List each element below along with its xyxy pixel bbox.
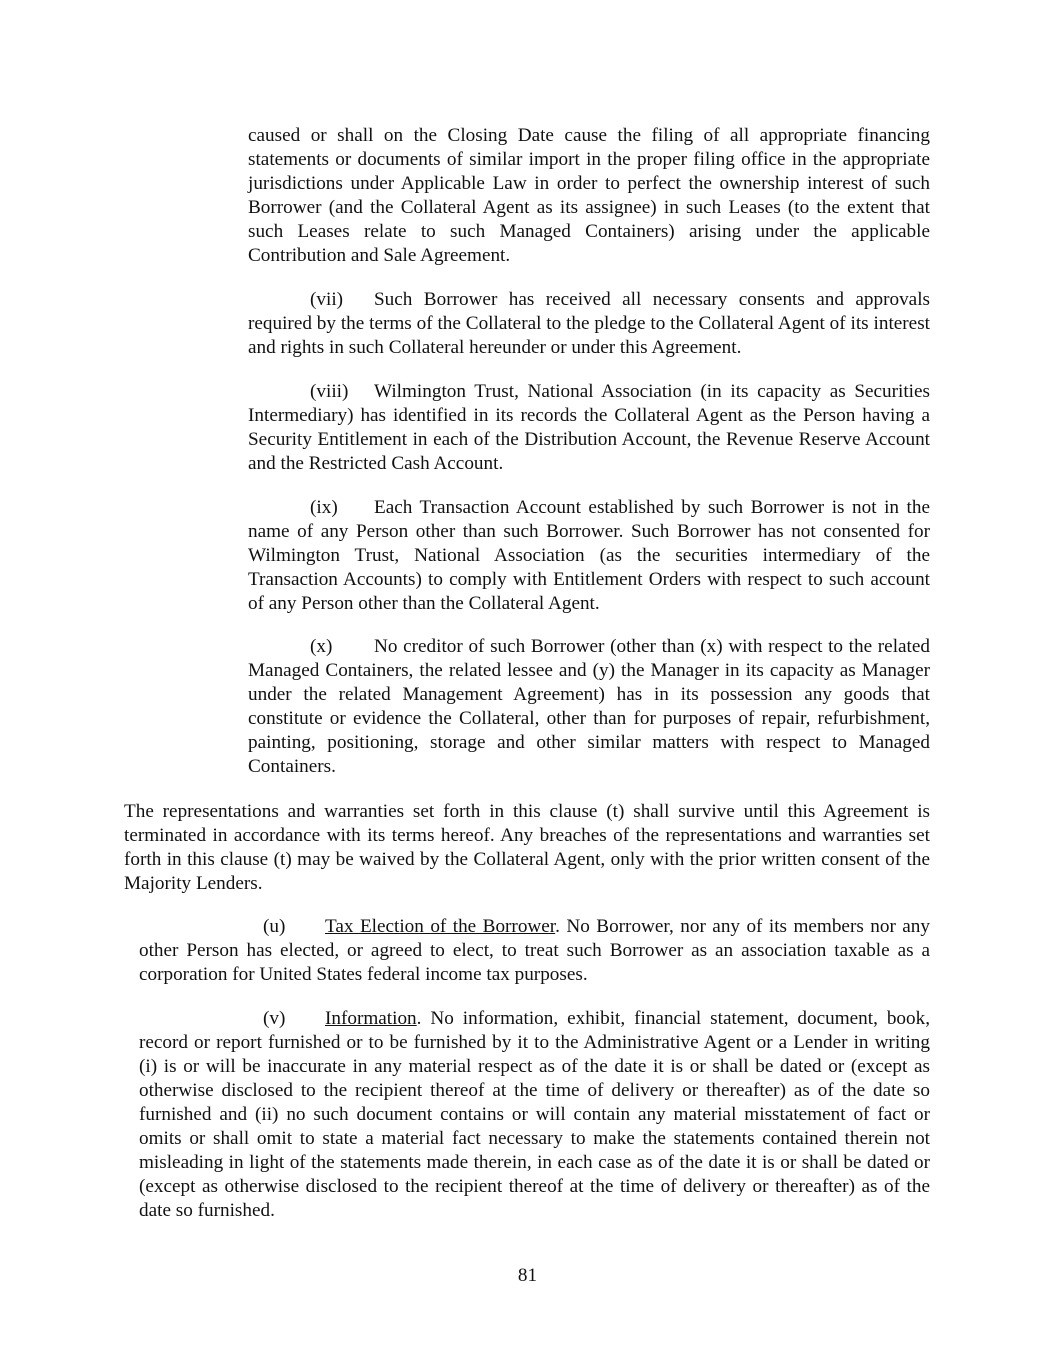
survival-paragraph bbox=[124, 800, 930, 896]
clause-v-number: (v) bbox=[263, 1008, 286, 1029]
clause-ix-number: (ix) bbox=[310, 497, 338, 518]
clause-x-text: No creditor of such Borrower (other than (x) with respect to the related Managed Containers, the related lessee and (y) the Manager in its capacity as Manager under the related Management Agreement) has in its possession any goods that constitute or evidence the Collateral, other than for purposes of repair, refurbishment, painting, positioning, storage and other similar matters with respect to Managed Containers. bbox=[248, 636, 930, 777]
clause-v-text: . No information, exhibit, financial statement, document, book, record or report furnished or to be furnished by it to the Administrative Agent or a Lender in writing (i) is or will be inaccurate in any material respect as of the date it is or shall be dated or (except as otherwise disclosed to the recipient thereof at the time of delivery or thereafter) as of the date so furnished and (ii) no such document contains or will contain any material misstatement of fact or omits or shall omit to state a material fact necessary to make the statements contained therein not misleading in light of the statements made therein, in each case as of the date it is or shall be dated or (except as otherwise disclosed to the recipient thereof at the time of delivery or thereafter) as of the date so furnished. bbox=[139, 1008, 930, 1221]
clause-ix-paragraph bbox=[248, 496, 930, 616]
clause-viii-text: Wilmington Trust, National Association (in its capacity as Securities Intermediary) has identified in its records the Collateral Agent as the Person having a Security Entitlement in each of the Distribution Account, the Revenue Reserve Account and the Restricted Cash Account. bbox=[248, 381, 930, 474]
clause-v-paragraph bbox=[139, 1007, 930, 1223]
clause-u-heading: Tax Election of the Borrower bbox=[325, 916, 556, 937]
clause-x-number: (x) bbox=[310, 636, 333, 657]
clause-u-number: (u) bbox=[263, 916, 286, 937]
survival-text: The representations and warranties set forth in this clause (t) shall survive until this Agreement is terminated in accordance with its terms hereof. Any breaches of the representations and warranties set forth in this clause (t) may be waived by the Collateral Agent, only with the prior written consent of the Majority Lenders. bbox=[124, 801, 930, 894]
continuation-paragraph bbox=[248, 124, 930, 268]
clause-vii-text: Such Borrower has received all necessary consents and approvals required by the terms of the Collateral to the pledge to the Collateral Agent of its interest and rights in such Collateral hereunder or under this Agreement. bbox=[248, 289, 930, 358]
clause-u-text: . No Borrower, nor any of its members nor any other Person has elected, or agreed to elect, to treat such Borrower as an association taxable as a corporation for United States federal income tax purposes. bbox=[139, 916, 930, 985]
clause-x-paragraph bbox=[248, 635, 930, 779]
page-number: 81 bbox=[517, 1265, 538, 1286]
clause-vii-number: (vii) bbox=[310, 289, 344, 310]
clause-ix-text: Each Transaction Account established by such Borrower is not in the name of any Person other than such Borrower. Such Borrower has not consented for Wilmington Trust, National Association (as the securities intermediary of the Transaction Accounts) to comply with Entitlement Orders with respect to such account of any Person other than the Collateral Agent. bbox=[248, 497, 930, 614]
clause-viii-number: (viii) bbox=[310, 381, 349, 402]
clause-u-paragraph bbox=[139, 915, 930, 987]
clause-v-heading: Information bbox=[325, 1008, 417, 1029]
clause-viii-paragraph bbox=[248, 380, 930, 476]
clause-vii-paragraph bbox=[248, 288, 930, 360]
continuation-text: caused or shall on the Closing Date cause the filing of all appropriate financing statements or documents of similar import in the proper filing office in the appropriate jurisdictions under Applicable Law in order to perfect the ownership interest of such Borrower (and the Collateral Agent as its assignee) in such Leases (to the extent that such Leases relate to such Managed Containers) arising under the applicable Contribution and Sale Agreement. bbox=[248, 125, 930, 266]
